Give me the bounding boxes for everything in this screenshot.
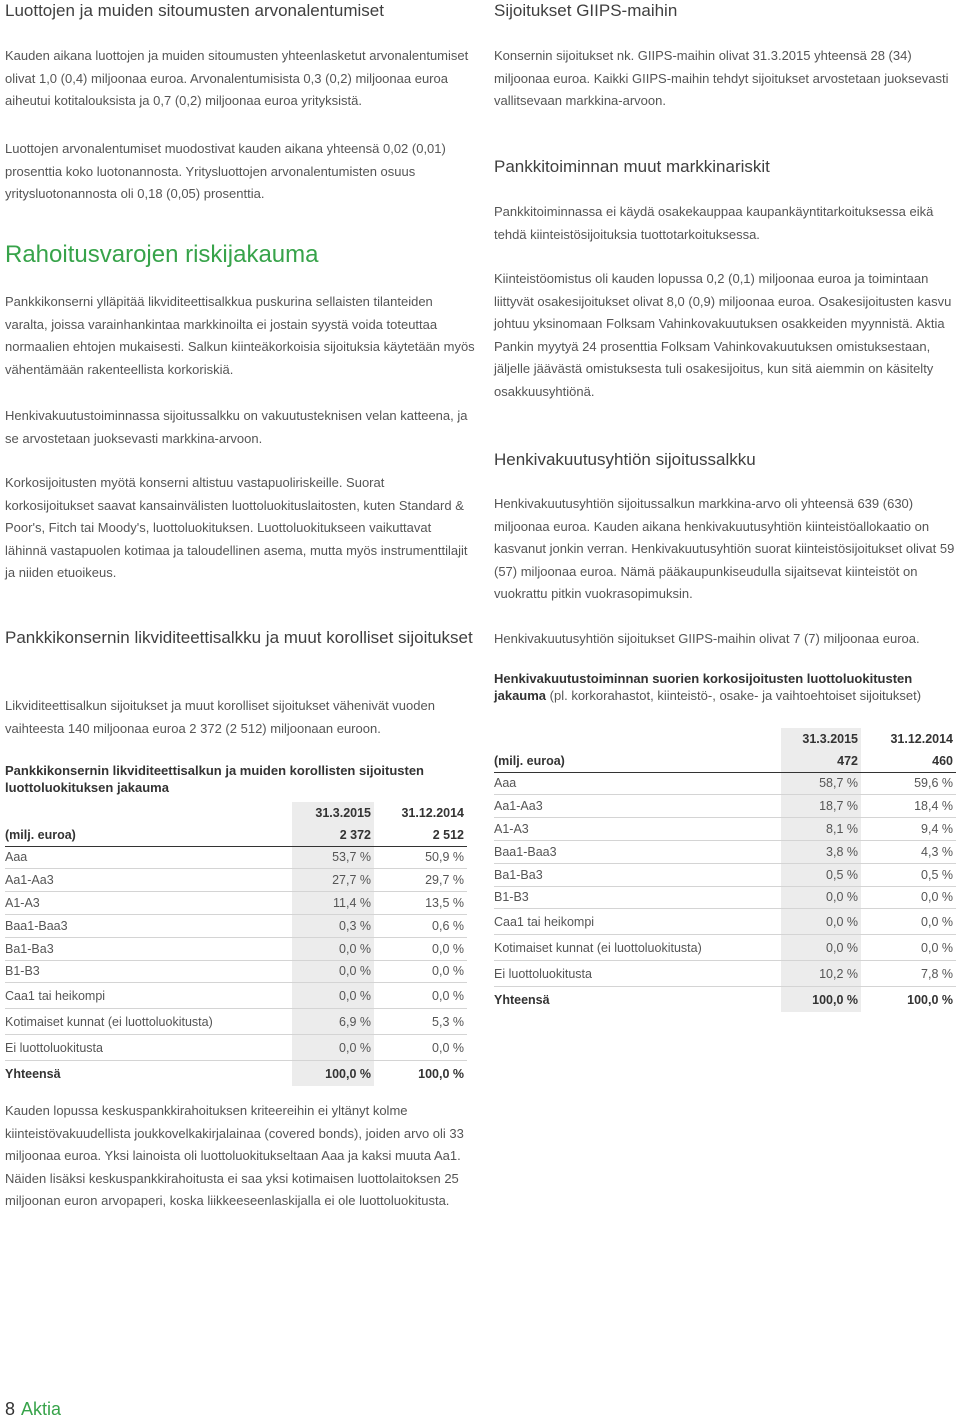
table-total-row bbox=[494, 987, 956, 1013]
paragraph-text: Henkivakuutustoiminnassa sijoitussalkku on vakuutusteknisen velan katteena, ja se arvostetaan juoksevasti markkina-arvoon. bbox=[5, 408, 468, 446]
table-row bbox=[5, 960, 467, 983]
table-row bbox=[5, 892, 467, 915]
cell-value: 3,8 % bbox=[781, 840, 861, 863]
table-row bbox=[494, 772, 956, 795]
paragraph-text: Henkivakuutusyhtiön sijoitussalkun markkina-arvo oli yhteensä 639 (630) miljoonaa euroa. Kauden aikana henkivakuutusyhtiön kiinteistöallokaatio on kasvanut jonkin verran. Henkivakuutusyhtiön suorat kiinteistösijoitukset olivat 59 (57) miljoonaa euroa. Nämä pääkaupunkiseudulla sijaitsevat kiinteistöt on vuokrattu pitkin vuokrasopimuksin. bbox=[494, 496, 955, 601]
row-label: A1-A3 bbox=[494, 818, 781, 841]
cell-value: 100,0 % bbox=[781, 987, 861, 1013]
paragraph-text: Kauden lopussa keskuspankkirahoituksen kriteereihin ei yltänyt kolme kiinteistövakuudellista joukkovelkakirjalainaa (covered bonds), joiden arvo oli 33 miljoonaa euroa. Yksi lainoista oli luottoluokitukseltaan Aaa ja kaksi muuta Aa1. Näiden lisäksi keskuspankkirahoitusta ei saa yksi kotimaisen luottolaitoksen 25 miljoonan euron arvopaperi, koska liikkeeseenlaskijalla ei ole luottoluokitusta. bbox=[5, 1103, 464, 1208]
table-caption bbox=[494, 670, 956, 704]
table-row bbox=[494, 886, 956, 909]
cell-value: 8,1 % bbox=[781, 818, 861, 841]
cell-value: 0,3 % bbox=[292, 914, 374, 937]
cell-value: 0,0 % bbox=[292, 1035, 374, 1061]
table-row bbox=[5, 1009, 467, 1035]
table-header-row bbox=[494, 728, 956, 750]
cell-value: 0,0 % bbox=[861, 935, 956, 961]
cell-value: 0,0 % bbox=[781, 935, 861, 961]
table-header-row bbox=[5, 802, 467, 824]
cell-value: 4,3 % bbox=[861, 840, 956, 863]
table-row bbox=[494, 961, 956, 987]
paragraph-text: Likviditeettisalkun sijoitukset ja muut korolliset sijoitukset vähenivät vuoden vaihteesta 140 miljoonaa euroa 2 372 (2 512) miljoonaan euroon. bbox=[5, 698, 435, 736]
cell-value: 11,4 % bbox=[292, 892, 374, 915]
paragraph-text: Luottojen arvonalentumiset muodostivat kauden aikana yhteensä 0,02 (0,01) prosenttia koko luotonannosta. Yritysluottojen arvonalentumisten osuus yritysluotonannosta oli 0,18 (0,05) prosenttia. bbox=[5, 141, 446, 201]
row-label: B1-B3 bbox=[494, 886, 781, 909]
cell-value: 13,5 % bbox=[374, 892, 467, 915]
cell-value: 0,6 % bbox=[374, 914, 467, 937]
table-row bbox=[494, 840, 956, 863]
section-risk-distribution bbox=[5, 241, 475, 269]
cell-value: 0,5 % bbox=[861, 863, 956, 886]
row-label: Kotimaiset kunnat (ei luottoluokitusta) bbox=[5, 1009, 292, 1035]
cell-value: 0,0 % bbox=[861, 886, 956, 909]
table-row bbox=[5, 914, 467, 937]
paragraph-text: Korkosijoitusten myötä konserni altistuu vastapuoliriskeille. Suorat korkosijoitukset saavat kansainvälisten luottoluokituslaitosten, kuten Standard & Poor's, Fitch tai Moody's, luottoluokituksen. Luottoluokitukseen vaikuttavat lähinnä vastapuolen kotimaa ja taloudellinen asema, mutta myös instrumenttilajit ja niiden etuoikeus. bbox=[5, 475, 468, 580]
cell-value: 50,9 % bbox=[374, 846, 467, 869]
column-header: 31.3.2015 bbox=[292, 802, 374, 824]
brand-name: Aktia bbox=[21, 1399, 62, 1419]
row-label: Caa1 tai heikompi bbox=[5, 983, 292, 1009]
cell-value: 0,0 % bbox=[861, 909, 956, 935]
total-label: Yhteensä bbox=[5, 1066, 61, 1081]
table-row bbox=[5, 937, 467, 960]
cell-value: 2 372 bbox=[292, 824, 374, 846]
caption-bold: Henkivakuutustoiminnan suorien korkosijoitusten luottoluokitusten jakauma bbox=[494, 671, 913, 703]
table-row bbox=[494, 818, 956, 841]
paragraph bbox=[494, 45, 956, 113]
paragraph-text: Kauden aikana luottojen ja muiden sitoumusten yhteenlasketut arvonalentumiset olivat 1,0 (0,4) miljoonaa euroa. Arvonalentumisista 0,3 (0,2) miljoonaa euroa aiheutui kotitalouksista ja 0,7 (0,2) miljoonaa euroa yrityksistä. bbox=[5, 48, 469, 108]
paragraph bbox=[5, 291, 475, 381]
section-title: Sijoitukset GIIPS-maihin bbox=[494, 1, 678, 20]
table-row bbox=[494, 909, 956, 935]
table-caption-text: Pankkikonsernin likviditeettisalkun ja muiden korollisten sijoitusten luottoluokituksen jakauma bbox=[5, 763, 424, 795]
paragraph bbox=[494, 628, 956, 651]
paragraph bbox=[494, 201, 956, 246]
liquidity-rating-table bbox=[5, 802, 467, 1086]
cell-value: 59,6 % bbox=[861, 772, 956, 795]
section-liquidity-portfolio bbox=[5, 627, 475, 649]
cell-value: 0,0 % bbox=[374, 937, 467, 960]
life-insurance-rating-table bbox=[494, 728, 956, 1012]
cell-value: 0,0 % bbox=[374, 1035, 467, 1061]
cell-value: 472 bbox=[781, 750, 861, 772]
paragraph-text: Pankkitoiminnassa ei käydä osakekauppaa kaupankäyntitarkoituksessa eikä tehdä kiinteistösijoituksia tuottotarkoituksessa. bbox=[494, 204, 934, 242]
column-header: 31.12.2014 bbox=[401, 805, 464, 820]
unit-label: (milj. euroa) bbox=[494, 750, 781, 772]
cell-value: 100,0 % bbox=[907, 992, 953, 1007]
paragraph bbox=[5, 695, 475, 740]
table-unit-row bbox=[494, 750, 956, 772]
cell-value: 0,5 % bbox=[781, 863, 861, 886]
row-label: Ba1-Ba3 bbox=[494, 863, 781, 886]
row-label: Baa1-Baa3 bbox=[5, 914, 292, 937]
section-life-insurance-portfolio bbox=[494, 449, 956, 471]
paragraph-text: Henkivakuutusyhtiön sijoitukset GIIPS-maihin olivat 7 (7) miljoonaa euroa. bbox=[494, 631, 920, 646]
cell-value: 6,9 % bbox=[292, 1009, 374, 1035]
section-title: Pankkikonsernin likviditeettisalkku ja muut korolliset sijoitukset bbox=[5, 628, 473, 647]
cell-value: 0,0 % bbox=[292, 983, 374, 1009]
table-row bbox=[494, 935, 956, 961]
cell-value: 58,7 % bbox=[781, 772, 861, 795]
paragraph-text: Kiinteistöomistus oli kauden lopussa 0,2 (0,1) miljoonaa euroa ja toimintaan liittyvät osakesijoitukset olivat 8,0 (0,9) miljoonaa euroa. Osakesijoitusten kasvu johtuu yksinomaan Folksam Vahinkovakuutuksen osakkeiden myynnistä. Aktia Pankin myytyä 24 prosenttia Folksam Vahinkovakuutuksen omistuksestaan, jäljelle jäävästä omistuksesta tuli osakesijoitus, kun sitä aiemmin on käsitelty osakkuusyhtiönä. bbox=[494, 271, 952, 399]
table-row bbox=[5, 869, 467, 892]
section-title: Luottojen ja muiden sitoumusten arvonalentumiset bbox=[5, 1, 384, 20]
row-label: Aa1-Aa3 bbox=[494, 795, 781, 818]
row-label: Ba1-Ba3 bbox=[5, 937, 292, 960]
section-title: Rahoitusvarojen riskijakauma bbox=[5, 241, 319, 268]
paragraph-text: Pankkikonserni ylläpitää likviditeettisalkkua puskurina sellaisten tilanteiden varalta, joissa varainhankintaa markkinoilta ei jostain syystä voida toteuttaa normaalien ehtojen mukaisesti. Salkun kiinteäkorkoisia sijoituksia käytetään myös vähentämään rakenteellista korkoriskiä. bbox=[5, 294, 475, 377]
section-title: Henkivakuutusyhtiön sijoitussalkku bbox=[494, 450, 756, 469]
cell-value: 29,7 % bbox=[374, 869, 467, 892]
row-label: B1-B3 bbox=[5, 960, 292, 983]
paragraph bbox=[494, 268, 956, 403]
rating-table bbox=[494, 728, 956, 1012]
cell-value: 18,4 % bbox=[861, 795, 956, 818]
table-row bbox=[5, 1035, 467, 1061]
page-footer bbox=[5, 1398, 61, 1420]
section-giips bbox=[494, 0, 956, 22]
table-row bbox=[5, 983, 467, 1009]
paragraph bbox=[494, 493, 956, 606]
paragraph bbox=[5, 405, 475, 450]
cell-value: 53,7 % bbox=[292, 846, 374, 869]
cell-value: 5,3 % bbox=[374, 1009, 467, 1035]
cell-value: 0,0 % bbox=[781, 886, 861, 909]
paragraph bbox=[5, 45, 475, 113]
row-label: Ei luottoluokitusta bbox=[5, 1035, 292, 1061]
paragraph-text: Konsernin sijoitukset nk. GIIPS-maihin olivat 31.3.2015 yhteensä 28 (34) miljoonaa euroa. Kaikki GIIPS-maihin tehdyt sijoitukset arvostetaan juoksevasti vallitsevaan markkina-arvoon. bbox=[494, 48, 949, 108]
row-label: Aaa bbox=[5, 846, 292, 869]
table-caption bbox=[5, 762, 475, 796]
cell-value: 2 512 bbox=[374, 824, 467, 846]
row-label: Aaa bbox=[494, 772, 781, 795]
cell-value: 0,0 % bbox=[292, 937, 374, 960]
row-label: Aa1-Aa3 bbox=[5, 869, 292, 892]
row-label: Baa1-Baa3 bbox=[494, 840, 781, 863]
column-header: 31.3.2015 bbox=[781, 728, 861, 750]
column-header: 31.12.2014 bbox=[890, 731, 953, 746]
table-unit-row bbox=[5, 824, 467, 846]
caption-note: (pl. korkorahastot, kiinteistö-, osake- ja vaihtoehtoiset sijoitukset) bbox=[546, 688, 922, 703]
table-row bbox=[5, 846, 467, 869]
paragraph bbox=[5, 138, 475, 206]
table-total-row bbox=[5, 1061, 467, 1087]
row-label: Ei luottoluokitusta bbox=[494, 961, 781, 987]
page-number: 8 bbox=[5, 1399, 16, 1419]
row-label: Kotimaiset kunnat (ei luottoluokitusta) bbox=[494, 935, 781, 961]
table-row bbox=[494, 795, 956, 818]
row-label: A1-A3 bbox=[5, 892, 292, 915]
cell-value: 0,0 % bbox=[374, 983, 467, 1009]
row-label: Caa1 tai heikompi bbox=[494, 909, 781, 935]
cell-value: 9,4 % bbox=[861, 818, 956, 841]
cell-value: 0,0 % bbox=[292, 960, 374, 983]
section-title: Pankkitoiminnan muut markkinariskit bbox=[494, 157, 770, 176]
table-caption-text bbox=[494, 670, 956, 704]
cell-value: 0,0 % bbox=[374, 960, 467, 983]
paragraph bbox=[5, 1100, 475, 1213]
cell-value: 100,0 % bbox=[292, 1061, 374, 1087]
cell-value: 460 bbox=[861, 750, 956, 772]
cell-value: 10,2 % bbox=[781, 961, 861, 987]
section-market-risks bbox=[494, 156, 956, 178]
cell-value: 0,0 % bbox=[781, 909, 861, 935]
cell-value: 7,8 % bbox=[861, 961, 956, 987]
table-row bbox=[494, 863, 956, 886]
paragraph bbox=[5, 472, 475, 585]
section-credit-impairments bbox=[5, 0, 475, 22]
cell-value: 18,7 % bbox=[781, 795, 861, 818]
total-label: Yhteensä bbox=[494, 992, 550, 1007]
rating-table bbox=[5, 802, 467, 1086]
cell-value: 100,0 % bbox=[418, 1066, 464, 1081]
cell-value: 27,7 % bbox=[292, 869, 374, 892]
unit-label: (milj. euroa) bbox=[5, 824, 292, 846]
